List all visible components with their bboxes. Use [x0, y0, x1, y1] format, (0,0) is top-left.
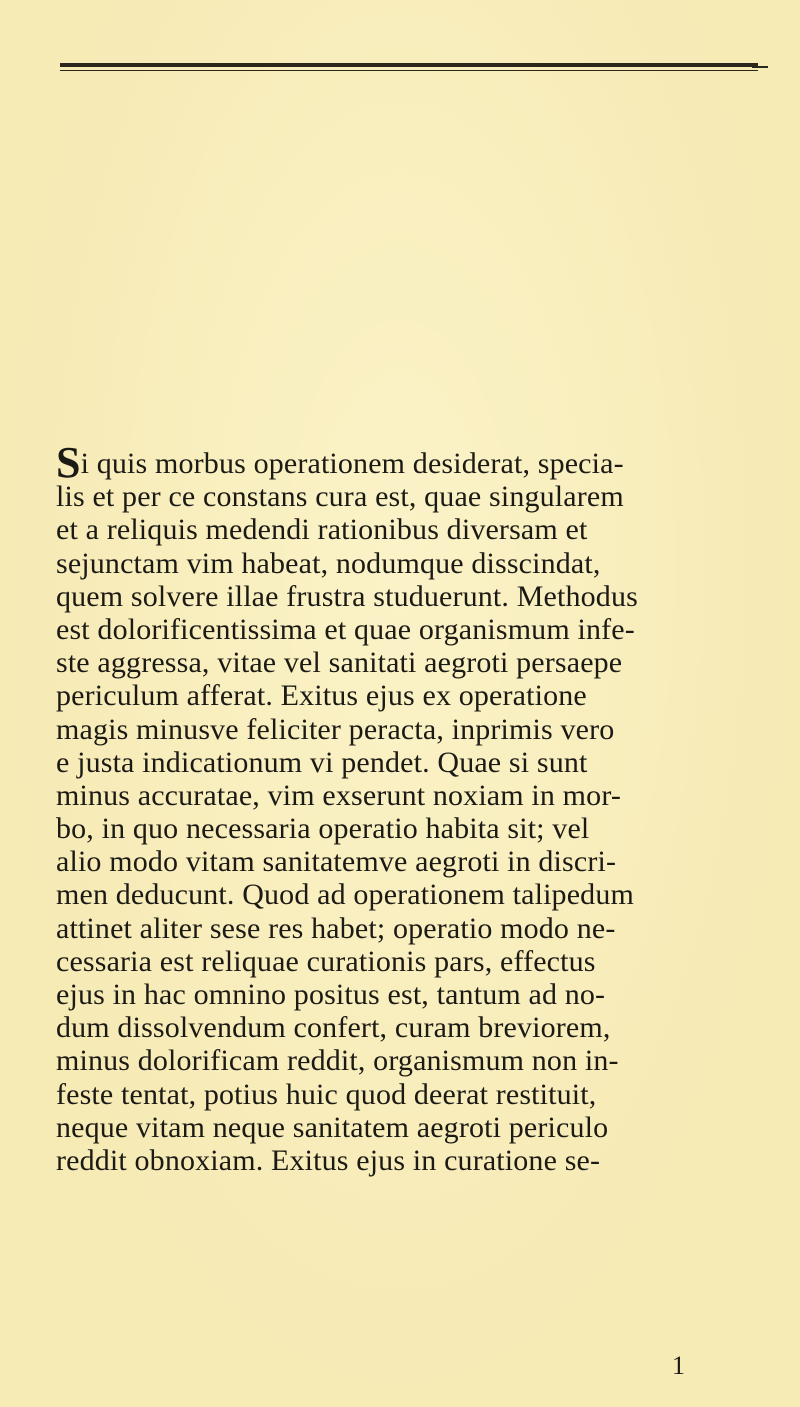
signature-mark: 1 [672, 1351, 685, 1380]
text-line: e justa indicationum vi pendet. Quae si sunt [56, 745, 588, 779]
header-rule-ornament [752, 66, 768, 68]
drop-cap: S [56, 438, 81, 487]
text-line [56, 438, 768, 487]
text-line: periculum afferat. Exitus ejus ex operatione [56, 679, 587, 713]
text-line: men deducunt. Quod ad operationem talipedum [56, 878, 634, 912]
text-line: magis minusve feliciter peracta, inprimis vero [56, 712, 615, 746]
text-line: dum dissolvendum confert, curam breviorem, [56, 1011, 611, 1045]
body-paragraph [56, 438, 768, 1177]
text-line: lis et per ce constans cura est, quae singularem [56, 480, 624, 514]
text-line: reddit obnoxiam. Exitus ejus in curatione se- [56, 1143, 601, 1177]
text-line: ste aggressa, vitae vel sanitati aegroti persaepe [56, 646, 623, 680]
text-line: cessaria est reliquae curationis pars, effectus [56, 944, 596, 978]
text-line: attinet aliter sese res habet; operatio modo ne- [56, 911, 616, 945]
text-line: neque vitam neque sanitatem aegroti periculo [56, 1110, 609, 1144]
text-line: minus accuratae, vim exserunt noxiam in mor- [56, 778, 621, 812]
text-line: sejunctam vim habeat, nodumque disscindat, [56, 546, 601, 580]
header-rule-thick [60, 63, 758, 67]
text-line: et a reliquis medendi rationibus diversam et [56, 513, 588, 547]
text-line: quem solvere illae frustra studuerunt. Methodus [56, 579, 638, 613]
header-rule-thin [60, 70, 758, 71]
text-line: est dolorificentissima et quae organismum infe- [56, 612, 635, 646]
text-line: ejus in hac omnino positus est, tantum ad no- [56, 978, 606, 1011]
text-line: alio modo vitam sanitatemve aegroti in discri- [56, 845, 617, 879]
text-line: minus dolorificam reddit, organismum non in- [56, 1044, 619, 1078]
text-line: bo, in quo necessaria operatio habita sit; vel [56, 812, 590, 846]
text-line-content: i quis morbus operationem desiderat, specia- [80, 447, 624, 480]
text-line: feste tentat, potius huic quod deerat restituit, [56, 1077, 597, 1111]
